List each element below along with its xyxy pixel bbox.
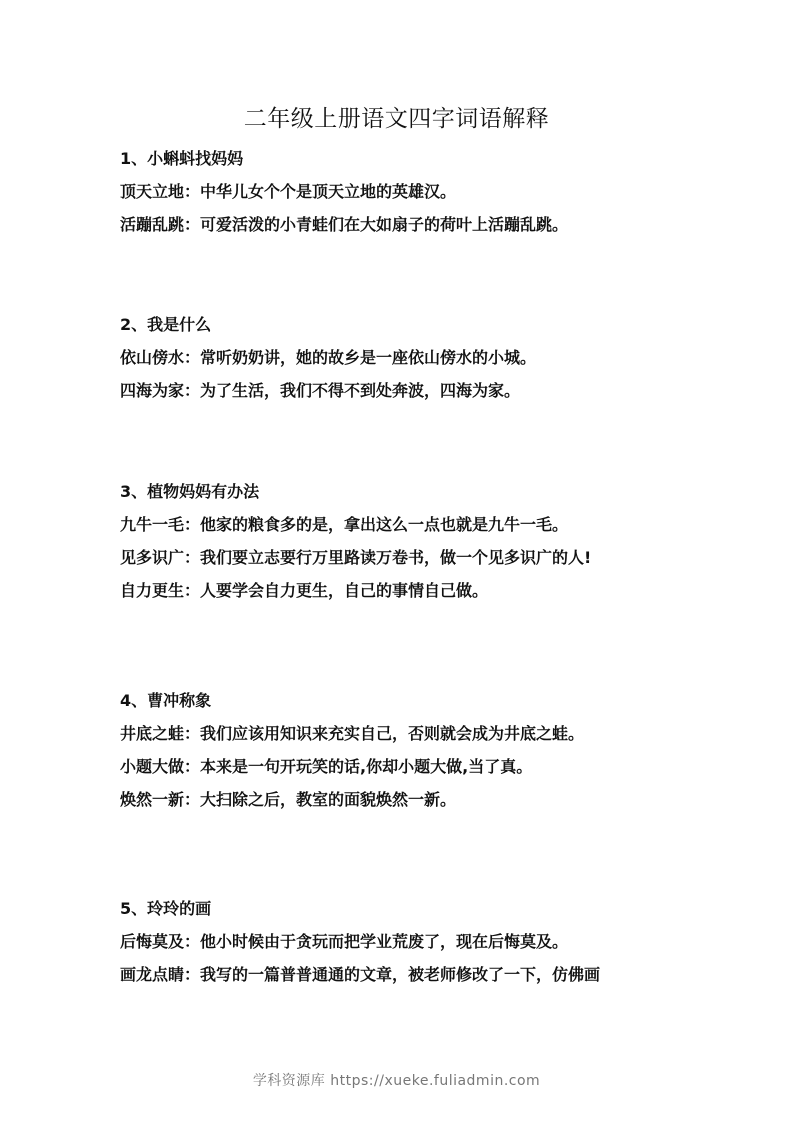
entry-separator: ： — [184, 515, 201, 534]
section-4 — [120, 690, 720, 811]
entry-sentence: 我们要立志要行万里路读万卷书，做一个见多识广的人! — [200, 548, 592, 567]
entry-term: 见多识广 — [120, 548, 185, 567]
entry-line — [120, 964, 720, 986]
entry-sentence: 他家的粮食多的是，拿出这么一点也就是九牛一毛。 — [200, 515, 569, 534]
entry-term: 四海为家 — [120, 381, 185, 400]
entry-term: 依山傍水 — [120, 348, 185, 367]
section-heading: 4、曹冲称象 — [120, 691, 212, 710]
entry-line — [120, 380, 720, 402]
entry-line — [120, 723, 720, 745]
entry-sentence: 我写的一篇普普通通的文章，被老师修改了一下，仿佛画 — [200, 965, 601, 984]
entry-separator: ： — [184, 790, 201, 809]
entry-term: 九牛一毛 — [120, 515, 185, 534]
entry-separator: ： — [184, 548, 201, 567]
section-5 — [120, 898, 720, 986]
entry-term: 后悔莫及 — [120, 932, 185, 951]
entry-term: 画龙点睛 — [120, 965, 185, 984]
entry-term: 小题大做 — [120, 757, 185, 776]
entry-sentence: 中华儿女个个是顶天立地的英雄汉。 — [200, 182, 457, 201]
entry-separator: ： — [184, 965, 201, 984]
entry-line — [120, 756, 720, 778]
entry-line — [120, 789, 720, 811]
entry-sentence: 他小时候由于贪玩而把学业荒废了，现在后悔莫及。 — [200, 932, 569, 951]
section-heading: 3、植物妈妈有办法 — [120, 482, 260, 501]
entry-term: 焕然一新 — [120, 790, 185, 809]
entry-separator: ： — [184, 757, 201, 776]
entry-separator: ： — [184, 381, 201, 400]
entry-term: 自力更生 — [120, 581, 185, 600]
entry-line — [120, 931, 720, 953]
entry-sentence: 为了生活，我们不得不到处奔波，四海为家。 — [200, 381, 521, 400]
entry-term: 活蹦乱跳 — [120, 215, 185, 234]
entry-line — [120, 547, 720, 569]
section-1 — [120, 148, 720, 236]
section-3 — [120, 481, 720, 602]
entry-separator: ： — [184, 182, 201, 201]
section-heading: 1、小蝌蚪找妈妈 — [120, 149, 244, 168]
entry-sentence: 我们应该用知识来充实自己，否则就会成为井底之蛙。 — [200, 724, 585, 743]
entry-separator: ： — [184, 348, 201, 367]
entry-line — [120, 181, 720, 203]
entry-term: 井底之蛙 — [120, 724, 185, 743]
section-2 — [120, 314, 720, 402]
entry-separator: ： — [184, 932, 201, 951]
section-heading: 2、我是什么 — [120, 315, 212, 334]
entry-sentence: 可爱活泼的小青蛙们在大如扇子的荷叶上活蹦乱跳。 — [200, 215, 569, 234]
entry-line — [120, 347, 720, 369]
entry-separator: ： — [184, 215, 201, 234]
entry-line — [120, 514, 720, 536]
footer-watermark: 学科资源库 https://xueke.fuliadmin.com — [252, 1073, 541, 1089]
entry-sentence: 常听奶奶讲，她的故乡是一座依山傍水的小城。 — [200, 348, 537, 367]
entry-separator: ： — [184, 724, 201, 743]
entry-sentence: 大扫除之后，教室的面貌焕然一新。 — [200, 790, 457, 809]
page-title: 二年级上册语文四字词语解释 — [243, 106, 550, 132]
entry-separator: ： — [184, 581, 201, 600]
entry-sentence: 人要学会自力更生，自己的事情自己做。 — [200, 581, 489, 600]
entry-line — [120, 214, 720, 236]
entry-sentence: 本来是一句开玩笑的话,你却小题大做,当了真。 — [200, 757, 533, 776]
section-heading: 5、玲玲的画 — [120, 899, 212, 918]
entry-line — [120, 580, 720, 602]
entry-term: 顶天立地 — [120, 182, 185, 201]
